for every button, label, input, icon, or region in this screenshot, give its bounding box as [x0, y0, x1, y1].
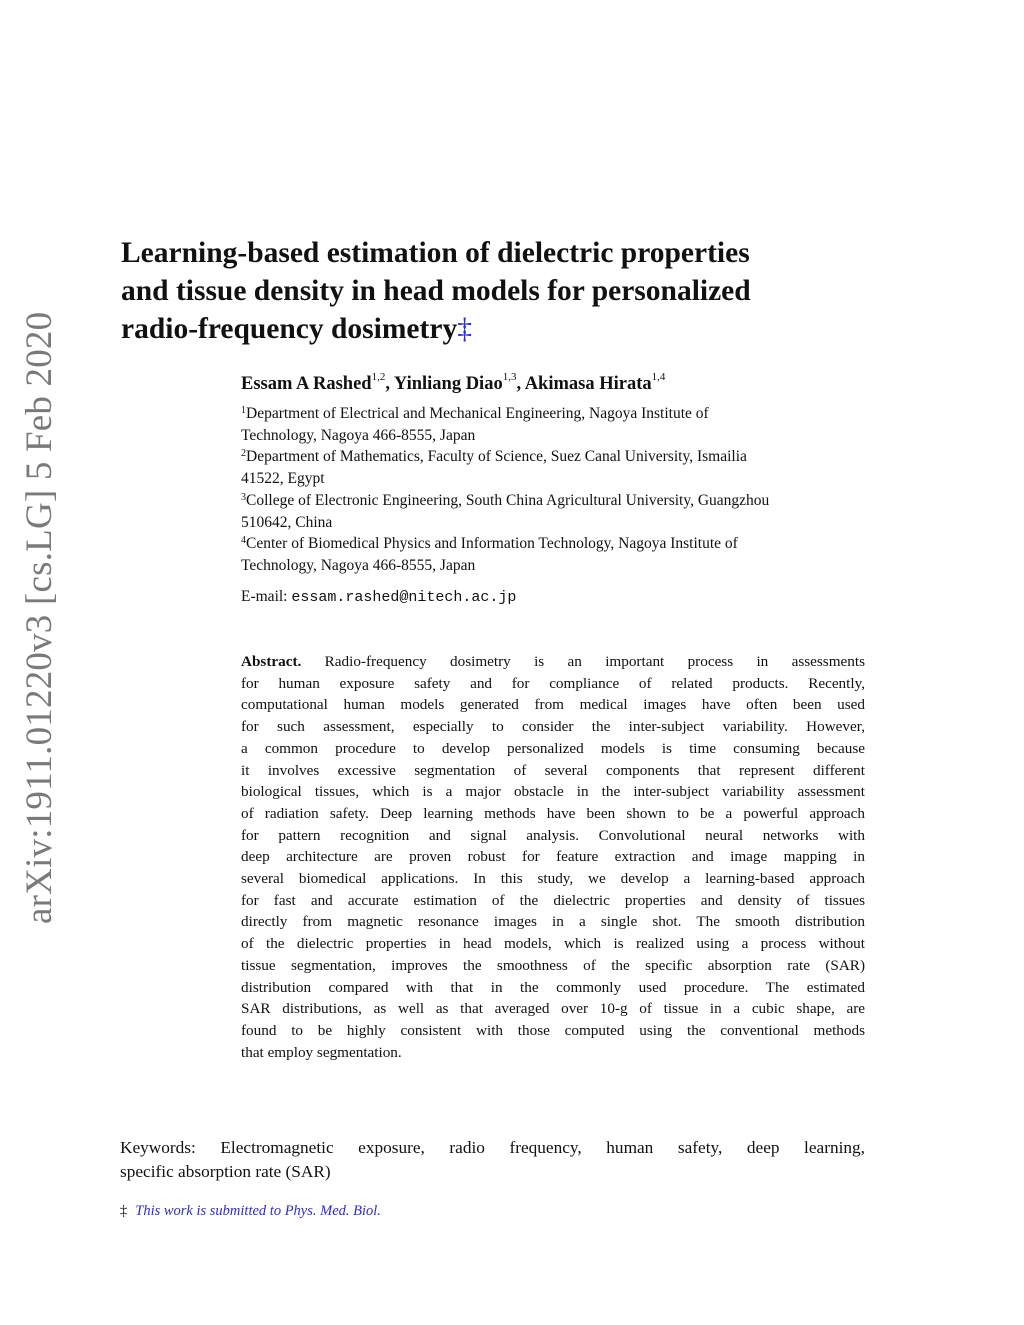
abstract-line: distribution compared with that in the commonly used procedure. The estimated	[241, 978, 865, 996]
affiliation-line	[241, 403, 871, 425]
title-footnote-link[interactable]: ‡	[457, 313, 472, 345]
arxiv-identifier-stamp: arXiv:1911.01220v3 [cs.LG] 5 Feb 2020	[19, 311, 60, 924]
abstract-line: a common procedure to develop personalized models is time consuming because	[241, 739, 865, 757]
title-line: and tissue density in head models for personalized	[121, 275, 751, 307]
affiliation-line	[241, 490, 871, 512]
author-affiliation-marks: 1,2	[371, 371, 386, 383]
email-label: E-mail:	[241, 588, 288, 605]
affiliation-mark: 2	[241, 448, 246, 460]
title-line-text: radio-frequency dosimetry	[121, 313, 458, 345]
affiliation-line: Technology, Nagoya 466-8555, Japan	[241, 426, 476, 444]
paper-title	[121, 234, 881, 348]
abstract	[241, 651, 865, 1063]
abstract-line: directly from magnetic resonance images in a single shot. The smooth distribution	[241, 913, 865, 931]
affiliation-mark: 3	[241, 491, 246, 503]
abstract-line: for human exposure safety and for compliance of related products. Recently,	[241, 674, 865, 692]
author-name: Yinliang Diao	[393, 374, 503, 395]
abstract-line: biological tissues, which is a major obstacle in the inter-subject variability assessment	[241, 783, 865, 801]
author-name: Akimasa Hirata	[524, 374, 652, 395]
abstract-line: of radiation safety. Deep learning methods have been shown to be a powerful approach	[241, 804, 865, 822]
affiliation-mark: 1	[241, 405, 246, 416]
keywords-line: Keywords: Electromagnetic exposure, radio frequency, human safety, deep learning,	[120, 1138, 865, 1157]
contact-email	[241, 588, 516, 606]
affiliation-text: Center of Biomedical Physics and Information Technology, Nagoya Institute of	[246, 535, 738, 553]
abstract-line: tissue segmentation, improves the smoothness of the specific absorption rate (SAR)	[241, 956, 865, 974]
affiliation-mark: 4	[241, 535, 246, 547]
abstract-line: computational human models generated from medical images have often been used	[241, 696, 865, 714]
affiliation-line	[241, 533, 871, 555]
title-line: Learning-based estimation of dielectric properties	[121, 237, 750, 269]
abstract-line: it involves excessive segmentation of several components that represent different	[241, 761, 865, 779]
abstract-line	[241, 651, 865, 673]
affiliation-text: Department of Mathematics, Faculty of Science, Suez Canal University, Ismailia	[246, 448, 747, 466]
affiliation-line	[241, 446, 871, 468]
keywords	[120, 1136, 865, 1184]
abstract-line: several biomedical applications. In this study, we develop a learning-based approach	[241, 870, 865, 888]
title-line	[121, 310, 881, 348]
author-affiliation-marks: 1,4	[651, 371, 666, 383]
abstract-line: that employ segmentation.	[241, 1043, 402, 1061]
abstract-line: for fast and accurate estimation of the dielectric properties and density of tissues	[241, 891, 865, 909]
affiliation-line: Technology, Nagoya 466-8555, Japan	[241, 556, 476, 574]
footnote-mark: ‡	[120, 1203, 128, 1219]
abstract-line: found to be highly consistent with those computed using the conventional methods	[241, 1021, 865, 1039]
author-separator: ,	[385, 374, 394, 395]
abstract-line: for such assessment, especially to consider the inter-subject variability. However,	[241, 718, 865, 736]
affiliation-line: 510642, China	[241, 513, 333, 531]
affiliation-line: 41522, Egypt	[241, 470, 325, 488]
keywords-line: specific absorption rate (SAR)	[120, 1162, 331, 1181]
author-affiliation-marks: 1,3	[502, 371, 517, 383]
email-address-link[interactable]: essam.rashed@nitech.ac.jp	[291, 589, 517, 606]
abstract-line: for pattern recognition and signal analysis. Convolutional neural networks with	[241, 826, 865, 844]
abstract-line: deep architecture are proven robust for feature extraction and image mapping in	[241, 848, 865, 866]
abstract-line: SAR distributions, as well as that averaged over 10-g of tissue in a cubic shape, are	[241, 1000, 865, 1018]
footnote-text: This work is submitted to Phys. Med. Biol.	[135, 1203, 381, 1219]
abstract-line: of the dielectric properties in head models, which is realized using a process without	[241, 935, 865, 953]
author-list	[241, 373, 881, 395]
abstract-text: Radio-frequency dosimetry is an important process in assessments	[324, 653, 865, 670]
affiliation-list	[241, 403, 871, 577]
abstract-heading: Abstract.	[241, 653, 302, 670]
footnote	[120, 1203, 381, 1220]
author-name: Essam A Rashed	[241, 374, 372, 395]
author-separator: ,	[516, 374, 525, 395]
affiliation-text: College of Electronic Engineering, South China Agricultural University, Guangzhou	[246, 491, 770, 509]
affiliation-text: Department of Electrical and Mechanical Engineering, Nagoya Institute of	[246, 405, 709, 422]
